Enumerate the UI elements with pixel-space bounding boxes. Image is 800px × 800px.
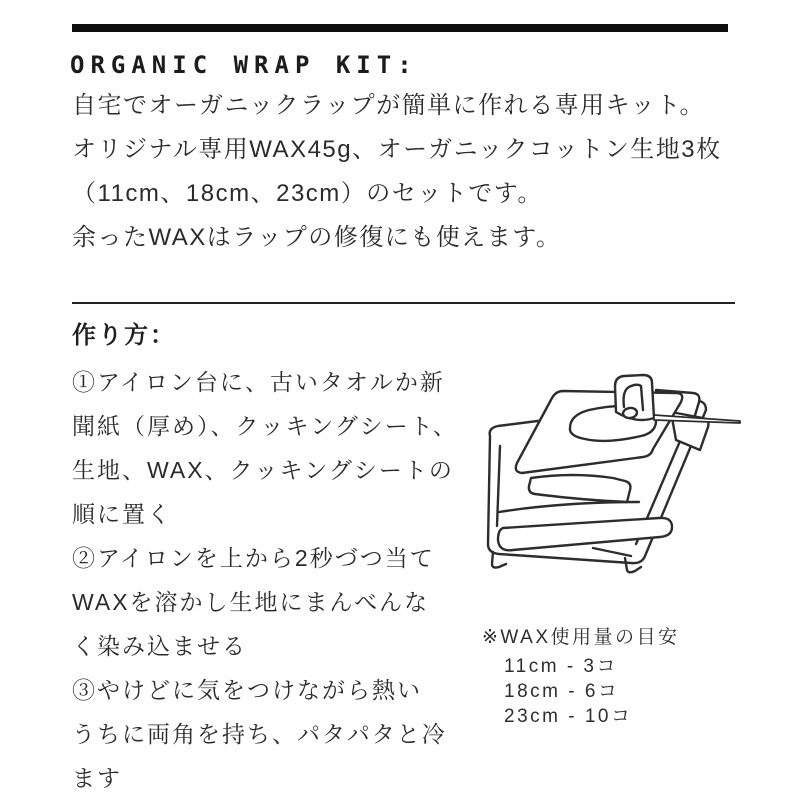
step-line-3: 生地、WAX、クッキングシートの xyxy=(72,457,454,483)
wax-note-heading: ※WAX使用量の目安 xyxy=(482,627,680,648)
step-line-7: く染み込ませる xyxy=(72,633,247,659)
howto-steps xyxy=(72,360,458,800)
step-line-4: 順に置く xyxy=(72,501,172,527)
iron-illustration xyxy=(473,360,763,610)
wax-usage-note xyxy=(482,625,680,729)
section-divider xyxy=(72,302,735,304)
step-line-6: WAXを溶かし生地にまんべんな xyxy=(72,589,430,615)
wax-note-item-11cm: 11cm - 3コ xyxy=(504,656,619,677)
top-divider xyxy=(72,24,728,32)
step-line-5: ②アイロンを上から2秒づつ当て xyxy=(72,545,435,571)
intro-line-1: 自宅でオーガニックラップが簡単に作れる専用キット。 xyxy=(72,92,705,119)
howto-heading: 作り方： xyxy=(72,322,176,349)
step-line-10: ます xyxy=(72,765,122,791)
product-title: ORGANIC WRAP KIT: xyxy=(70,51,418,79)
wax-note-item-18cm: 18cm - 6コ xyxy=(504,681,620,702)
step-line-9: うちに両角を持ち、パタパタと冷 xyxy=(72,721,447,747)
intro-line-3: （11cm、18cm、23cm）のセットです。 xyxy=(72,180,543,207)
intro-line-2: オリジナル専用WAX45g、オーガニックコットン生地3枚 xyxy=(72,136,722,163)
intro-line-4: 余ったWAXはラップの修復にも使えます。 xyxy=(72,224,562,251)
wax-note-items xyxy=(482,654,680,729)
iron-dial xyxy=(622,407,637,419)
step-line-1: ①アイロン台に、古いタオルか新 xyxy=(72,369,445,395)
step-line-2: 聞紙（厚め）、クッキングシート、 xyxy=(72,413,458,439)
intro-paragraph xyxy=(72,84,722,260)
step-line-8: ③やけどに気をつけながら熱い xyxy=(72,677,422,703)
wax-note-item-23cm: 23cm - 10コ xyxy=(504,706,633,727)
